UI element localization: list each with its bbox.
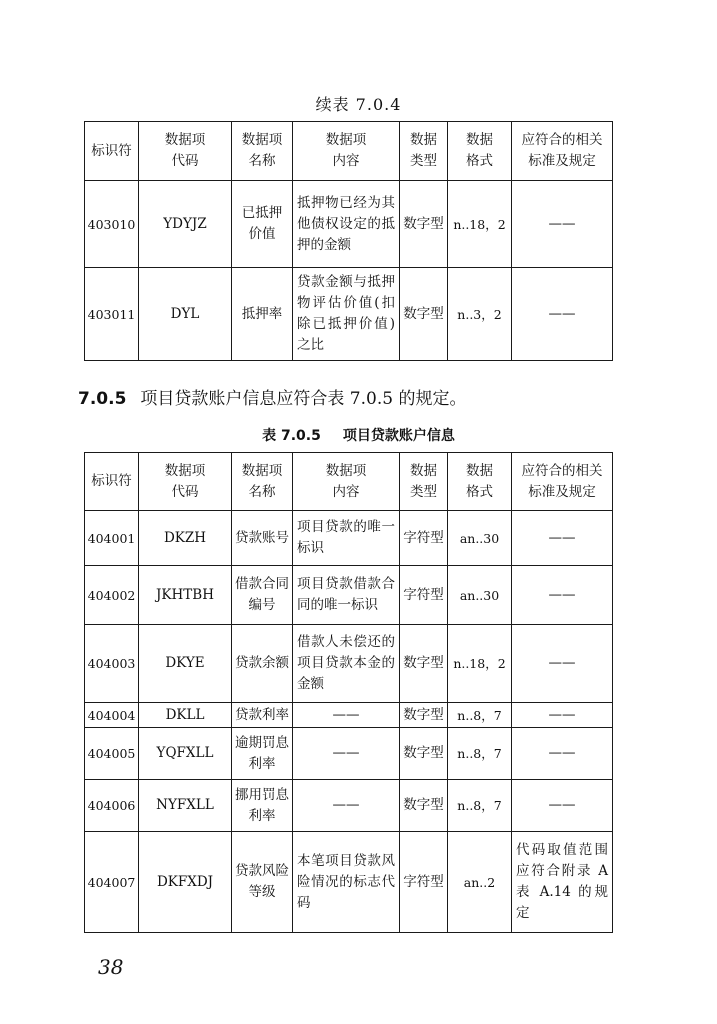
column-header-standard: 应符合的相关 标准及规定 [512,453,613,511]
column-header-content: 数据项 内容 [293,453,400,511]
cell-name: 已抵押 价值 [232,181,293,268]
cell-type: 数字型 [400,625,448,703]
cell-name: 贷款账号 [232,511,293,566]
cell-code: YDYJZ [139,181,232,268]
cell-type: 数字型 [400,181,448,268]
cell-content: 项目贷款借款合同的唯一标识 [293,566,400,625]
table-row [85,728,613,780]
column-header-content: 数据项 内容 [293,122,400,181]
cell-name: 抵押率 [232,268,293,361]
table-row [85,566,613,625]
cell-name: 贷款风险 等级 [232,832,293,933]
section-heading [78,384,466,409]
column-header-name: 数据项 名称 [232,453,293,511]
cell-type: 字符型 [400,832,448,933]
table-caption-number: 表 7.0.5 [262,428,321,444]
data-table-7-0-5 [84,452,613,933]
cell-id: 404004 [85,703,139,728]
cell-type: 数字型 [400,728,448,780]
cell-name: 借款合同 编号 [232,566,293,625]
cell-content: 本笔项目贷款风险情况的标志代码 [293,832,400,933]
table-caption-title: 项目贷款账户信息 [342,428,455,444]
table-row [85,268,613,361]
table-caption-continued: 续表 7.0.4 [315,95,402,114]
cell-format: an..30 [448,566,512,625]
cell-content: 抵押物已经为其他债权设定的抵押的金额 [293,181,400,268]
table-row [85,832,613,933]
cell-code: JKHTBH [139,566,232,625]
cell-code: YQFXLL [139,728,232,780]
cell-id: 403010 [85,181,139,268]
column-header-format: 数据 格式 [448,453,512,511]
column-header-id: 标识符 [85,122,139,181]
cell-content: —— [293,780,400,832]
cell-content: 项目贷款的唯一标识 [293,511,400,566]
data-table-7-0-4-continued [84,121,613,361]
cell-type: 数字型 [400,268,448,361]
table-row [85,181,613,268]
cell-code: DKLL [139,703,232,728]
cell-id: 404001 [85,511,139,566]
cell-format: n..8，7 [448,703,512,728]
cell-name: 贷款余额 [232,625,293,703]
column-header-type: 数据 类型 [400,453,448,511]
cell-name: 逾期罚息 利率 [232,728,293,780]
page-number: 38 [98,955,124,979]
header-row [85,122,613,181]
cell-standard: —— [512,181,613,268]
cell-code: DYL [139,268,232,361]
column-header-name: 数据项 名称 [232,122,293,181]
cell-standard: —— [512,625,613,703]
cell-name: 挪用罚息 利率 [232,780,293,832]
table-row [85,625,613,703]
cell-format: n..18，2 [448,625,512,703]
column-header-code: 数据项 代码 [139,453,232,511]
column-header-standard: 应符合的相关 标准及规定 [512,122,613,181]
cell-id: 404007 [85,832,139,933]
cell-format: an..30 [448,511,512,566]
cell-format: an..2 [448,832,512,933]
section-number: 7.0.5 [78,389,127,409]
header-row [85,453,613,511]
cell-type: 字符型 [400,511,448,566]
table-row [85,511,613,566]
cell-id: 404003 [85,625,139,703]
cell-code: NYFXLL [139,780,232,832]
section-text: 项目贷款账户信息应符合表 7.0.5 的规定。 [140,389,467,409]
table-row [85,780,613,832]
cell-content: —— [293,728,400,780]
table-caption [0,425,717,445]
table-row [85,703,613,728]
cell-format: n..8，7 [448,780,512,832]
cell-type: 数字型 [400,703,448,728]
cell-content: 贷款金额与抵押物评估价值(扣除已抵押价值)之比 [293,268,400,361]
cell-id: 403011 [85,268,139,361]
cell-content: —— [293,703,400,728]
cell-id: 404006 [85,780,139,832]
cell-standard: 代码取值范围应符合附录 A 表 A.14 的规定 [512,832,613,933]
cell-standard: —— [512,780,613,832]
column-header-type: 数据 类型 [400,122,448,181]
cell-type: 字符型 [400,566,448,625]
cell-type: 数字型 [400,780,448,832]
cell-standard: —— [512,511,613,566]
cell-standard: —— [512,268,613,361]
cell-code: DKZH [139,511,232,566]
cell-code: DKYE [139,625,232,703]
cell-id: 404002 [85,566,139,625]
cell-standard: —— [512,728,613,780]
cell-code: DKFXDJ [139,832,232,933]
cell-format: n..8，7 [448,728,512,780]
column-header-code: 数据项 代码 [139,122,232,181]
column-header-format: 数据 格式 [448,122,512,181]
cell-format: n..3，2 [448,268,512,361]
cell-standard: —— [512,703,613,728]
cell-id: 404005 [85,728,139,780]
column-header-id: 标识符 [85,453,139,511]
cell-format: n..18，2 [448,181,512,268]
cell-name: 贷款利率 [232,703,293,728]
cell-standard: —— [512,566,613,625]
cell-content: 借款人未偿还的项目贷款本金的金额 [293,625,400,703]
